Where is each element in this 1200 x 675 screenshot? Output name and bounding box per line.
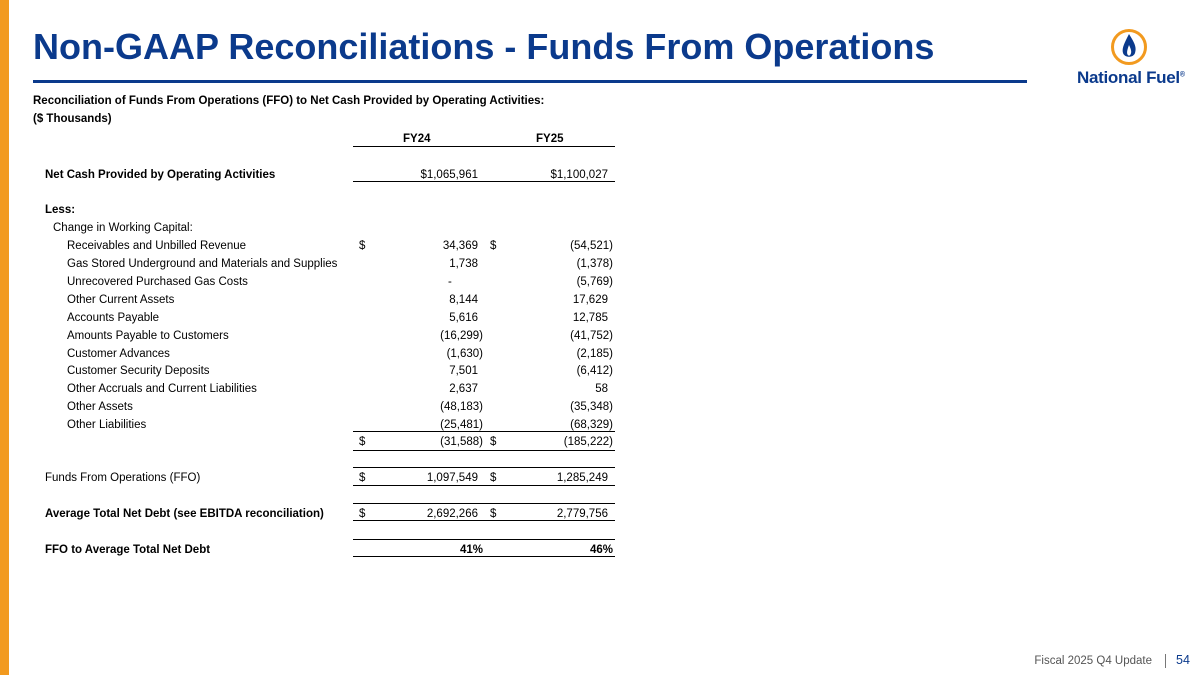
cell-fy24: (1,630) <box>446 348 483 360</box>
cell-fy24: 1,097,549 <box>426 472 478 484</box>
cell-fy24: 34,369 <box>442 240 478 252</box>
currency-symbol-fy25: $ <box>490 508 497 520</box>
registered-mark: ® <box>1179 71 1185 79</box>
row-label: Change in Working Capital: <box>53 222 193 234</box>
cell-fy24: 2,692,266 <box>426 508 478 520</box>
cell-fy24: $1,065,961 <box>420 169 478 181</box>
currency-symbol-fy25: $ <box>490 472 497 484</box>
cell-fy24: (16,299) <box>440 330 483 342</box>
row-label: Funds From Operations (FFO) <box>45 472 201 484</box>
cell-fy24: 7,501 <box>449 365 478 377</box>
cell-fy25: 12,785 <box>572 312 608 324</box>
column-header-fy25: FY25 <box>536 133 564 145</box>
cell-fy25: (185,222) <box>563 436 613 448</box>
row-label: Other Liabilities <box>67 419 147 431</box>
column-header-fy24: FY24 <box>403 133 431 145</box>
row-label: Receivables and Unbilled Revenue <box>67 240 247 252</box>
table-units: ($ Thousands) <box>33 113 112 125</box>
row-label: Accounts Payable <box>67 312 160 324</box>
cell-fy25: 2,779,756 <box>556 508 608 520</box>
debt-underline <box>353 520 615 521</box>
logo-wordmark: National Fuel® <box>1077 68 1185 87</box>
currency-symbol-fy24: $ <box>359 436 366 448</box>
cell-fy25: 46% <box>589 544 613 556</box>
page-number: 54 <box>1176 653 1190 667</box>
cell-fy25: (41,752) <box>570 330 613 342</box>
debt-overline <box>353 503 615 504</box>
row-label: Unrecovered Purchased Gas Costs <box>67 276 248 288</box>
row-label: Less: <box>45 204 76 216</box>
cell-fy24: (48,183) <box>440 401 483 413</box>
row-label: Other Assets <box>67 401 133 413</box>
row-label: Other Accruals and Current Liabilities <box>67 383 257 395</box>
cell-fy25: (5,769) <box>576 276 613 288</box>
currency-symbol-fy24: $ <box>359 240 366 252</box>
subtotal-overline <box>353 431 615 432</box>
row-label: Average Total Net Debt (see EBITDA reconciliation) <box>45 508 324 520</box>
cell-fy25: 58 <box>595 383 608 395</box>
row-label: Customer Security Deposits <box>67 365 210 377</box>
ratio-underline <box>353 556 615 557</box>
row-label: Net Cash Provided by Operating Activities <box>45 169 276 181</box>
cell-fy24: (25,481) <box>440 419 483 431</box>
row-label: Amounts Payable to Customers <box>67 330 229 342</box>
ffo-overline <box>353 467 615 468</box>
cell-fy24: 1,738 <box>449 258 478 270</box>
footer-label: Fiscal 2025 Q4 Update <box>1034 655 1152 667</box>
cell-fy24: (31,588) <box>440 436 483 448</box>
cell-fy24: 8,144 <box>449 294 478 306</box>
currency-symbol-fy25: $ <box>490 240 497 252</box>
cell-fy24: 2,637 <box>449 383 478 395</box>
cell-fy25: 17,629 <box>572 294 608 306</box>
currency-symbol-fy24: $ <box>359 472 366 484</box>
cell-fy25: (6,412) <box>576 365 613 377</box>
table-caption: Reconciliation of Funds From Operations (FFO) to Net Cash Provided by Operating Activities: <box>33 95 545 107</box>
row-underline <box>353 181 615 182</box>
cell-fy25: (1,378) <box>576 258 613 270</box>
cell-fy25: (68,329) <box>570 419 613 431</box>
header-underline <box>353 146 615 147</box>
row-label: Gas Stored Underground and Materials and Supplies <box>67 258 338 270</box>
cell-fy24: 41% <box>459 544 483 556</box>
cell-fy25: (2,185) <box>576 348 613 360</box>
footer-divider <box>1165 654 1166 668</box>
row-label: FFO to Average Total Net Debt <box>45 544 211 556</box>
cell-fy25: (35,348) <box>570 401 613 413</box>
row-label: Other Current Assets <box>67 294 175 306</box>
page-title: Non-GAAP Reconciliations - Funds From Operations <box>33 26 935 67</box>
subtotal-underline <box>353 450 615 451</box>
row-label: Customer Advances <box>67 348 170 360</box>
currency-symbol-fy24: $ <box>359 508 366 520</box>
cell-fy24: - <box>448 276 452 288</box>
currency-symbol-fy25: $ <box>490 436 497 448</box>
ratio-overline <box>353 539 615 540</box>
cell-fy25: (54,521) <box>570 240 613 252</box>
cell-fy25: 1,285,249 <box>556 472 608 484</box>
cell-fy24: 5,616 <box>449 312 478 324</box>
cell-fy25: $1,100,027 <box>550 169 608 181</box>
ffo-underline <box>353 485 615 486</box>
